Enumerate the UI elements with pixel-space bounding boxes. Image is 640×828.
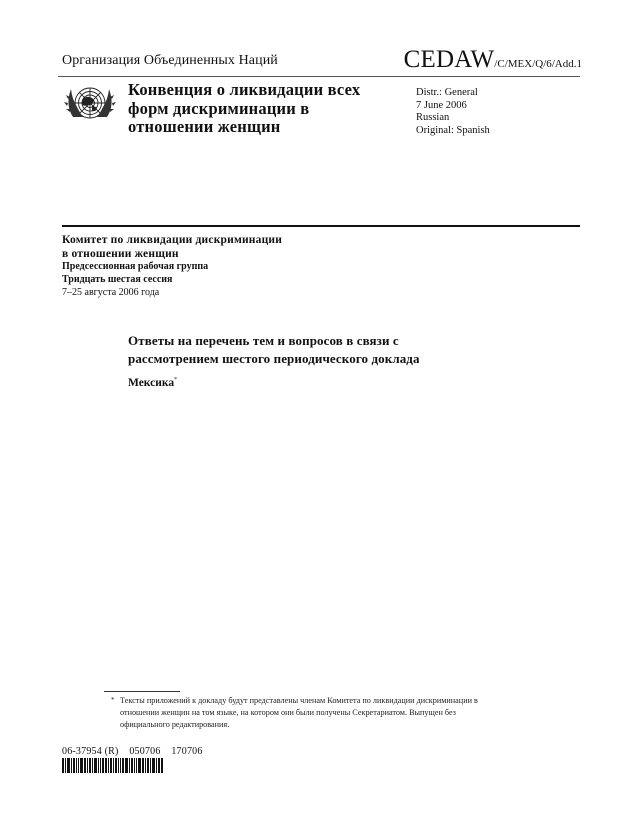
document-title-line: Ответы на перечень тем и вопросов в связи с <box>128 333 399 348</box>
committee-block <box>62 233 282 299</box>
country-heading <box>128 377 177 389</box>
original-language: Original: Spanish <box>416 124 490 136</box>
convention-title-line: форм дискриминации в <box>128 98 310 118</box>
footnote-reference[interactable]: * <box>174 377 178 384</box>
header-rule <box>58 76 580 77</box>
barcode-icon <box>62 758 164 773</box>
distribution-info <box>416 87 490 137</box>
footnote-mark: * <box>111 696 115 704</box>
session-name: Тридцать шестая сессия <box>62 273 173 285</box>
symbol-main: CEDAW <box>403 46 495 73</box>
working-group: Предсессионная рабочая группа <box>62 261 209 272</box>
document-title <box>128 332 420 367</box>
job-number: 06-37954 (R) 050706 170706 <box>62 746 203 757</box>
document-language: Russian <box>416 112 450 124</box>
issue-date: 7 June 2006 <box>416 99 467 111</box>
convention-title-line: Конвенция о ликвидации всех <box>128 80 361 99</box>
footnote-separator <box>104 691 180 692</box>
convention-title-line: отношении женщин <box>128 117 281 136</box>
document-symbol <box>404 46 582 74</box>
distribution-type: Distr.: General <box>416 87 478 98</box>
organization-name: Организация Объединенных Наций <box>62 53 278 68</box>
document-title-line: рассмотрением шестого периодического доклада <box>128 350 420 366</box>
symbol-sub: /C/MEX/Q/6/Add.1 <box>494 58 582 70</box>
footnote <box>111 695 492 731</box>
section-rule <box>62 225 580 227</box>
session-dates: 7–25 августа 2006 года <box>62 287 160 298</box>
footnote-text: Тексты приложений к докладу будут представлены членам Комитета по ликвидации дискриминации в отношении женщин на том языке, на котором они были получены Секретариатом. Выпущен без официального редактирования. <box>120 696 478 729</box>
committee-name: в отношении женщин <box>62 248 179 260</box>
committee-name: Комитет по ликвидации дискриминации <box>62 234 283 246</box>
un-emblem-icon <box>62 79 118 129</box>
country-name: Мексика <box>128 377 175 389</box>
convention-title <box>128 81 360 137</box>
